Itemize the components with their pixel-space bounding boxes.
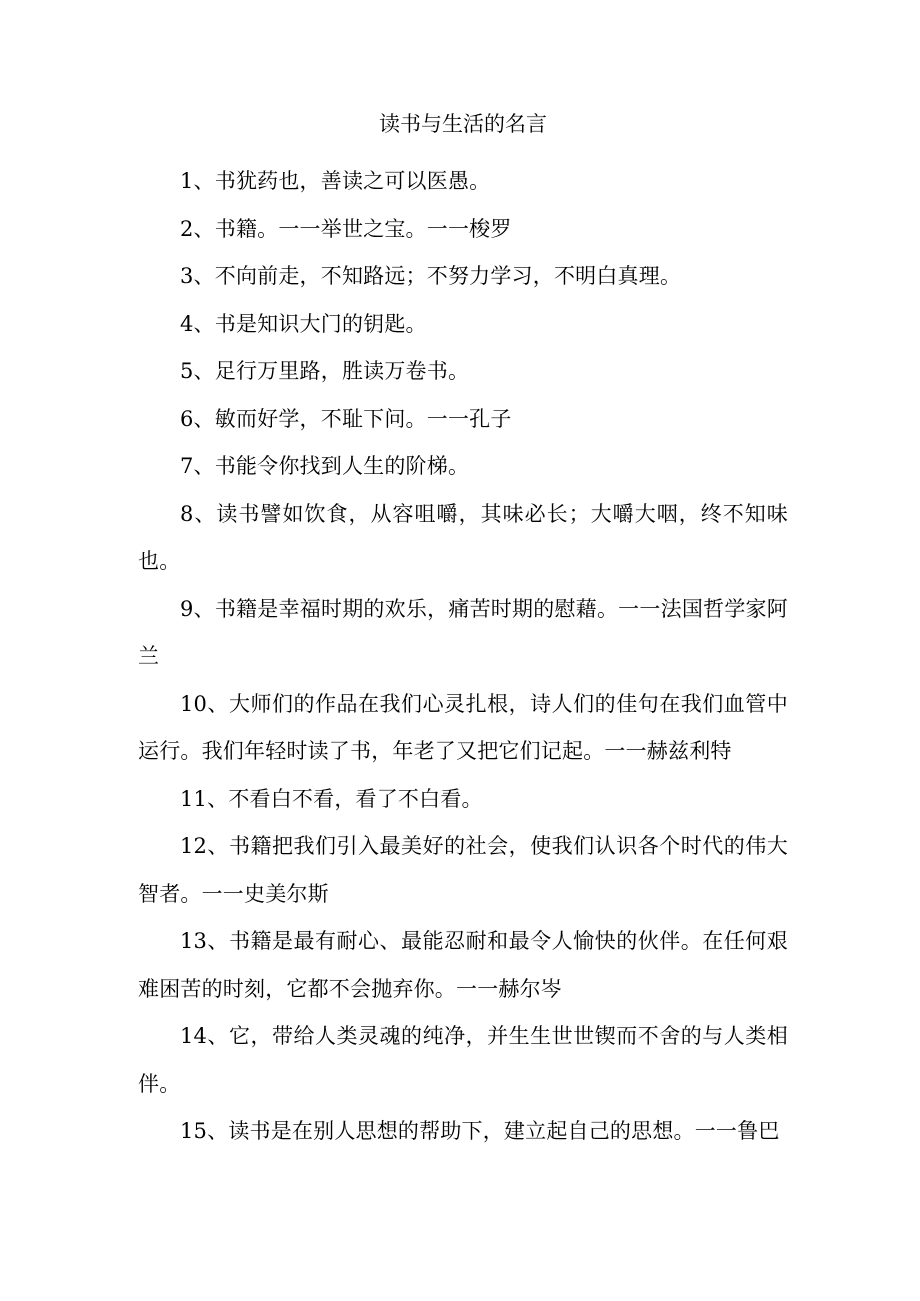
document-page <box>138 112 788 1156</box>
quote-item: 10、大师们的作品在我们心灵扎根，诗人们的佳句在我们血管中运行。我们年轻时读了书，年老了又把它们记起。一一赫兹利特 <box>138 691 788 763</box>
quote-item: 13、书籍是最有耐心、最能忍耐和最令人愉快的伙伴。在任何艰难困苦的时刻，它都不会抛弃你。一一赫尔岑 <box>138 929 788 1001</box>
quote-item: 8、读书譬如饮食，从容咀嚼，其味必长；大嚼大咽，终不知味也。 <box>138 501 788 573</box>
quote-item: 5、足行万里路，胜读万卷书。 <box>180 359 470 383</box>
quote-item: 2、书籍。一一举世之宝。一一梭罗 <box>180 216 512 241</box>
quote-item: 15、读书是在别人思想的帮助下，建立起自己的思想。一一鲁巴 <box>180 1119 780 1143</box>
quote-item: 12、书籍把我们引入最美好的社会，使我们认识各个时代的伟大智者。一一史美尔斯 <box>138 834 788 906</box>
quote-item: 3、不向前走，不知路远；不努力学习，不明白真理。 <box>180 264 682 288</box>
quote-item: 7、书能令你找到人生的阶梯。 <box>180 454 470 478</box>
quote-item: 6、敏而好学，不耻下问。一一孔子 <box>180 406 512 431</box>
quote-item: 4、书是知识大门的钥匙。 <box>180 311 427 336</box>
quote-item: 1、书犹药也，善读之可以医愚。 <box>180 169 491 193</box>
quote-item: 11、不看白不看，看了不白看。 <box>180 786 483 811</box>
quote-item: 14、它，带给人类灵魂的纯净，并生生世世锲而不舍的与人类相伴。 <box>138 1024 788 1096</box>
quote-item: 9、书籍是幸福时期的欢乐，痛苦时期的慰藉。一一法国哲学家阿兰 <box>138 596 788 668</box>
document-title: 读书与生活的名言 <box>379 112 547 136</box>
